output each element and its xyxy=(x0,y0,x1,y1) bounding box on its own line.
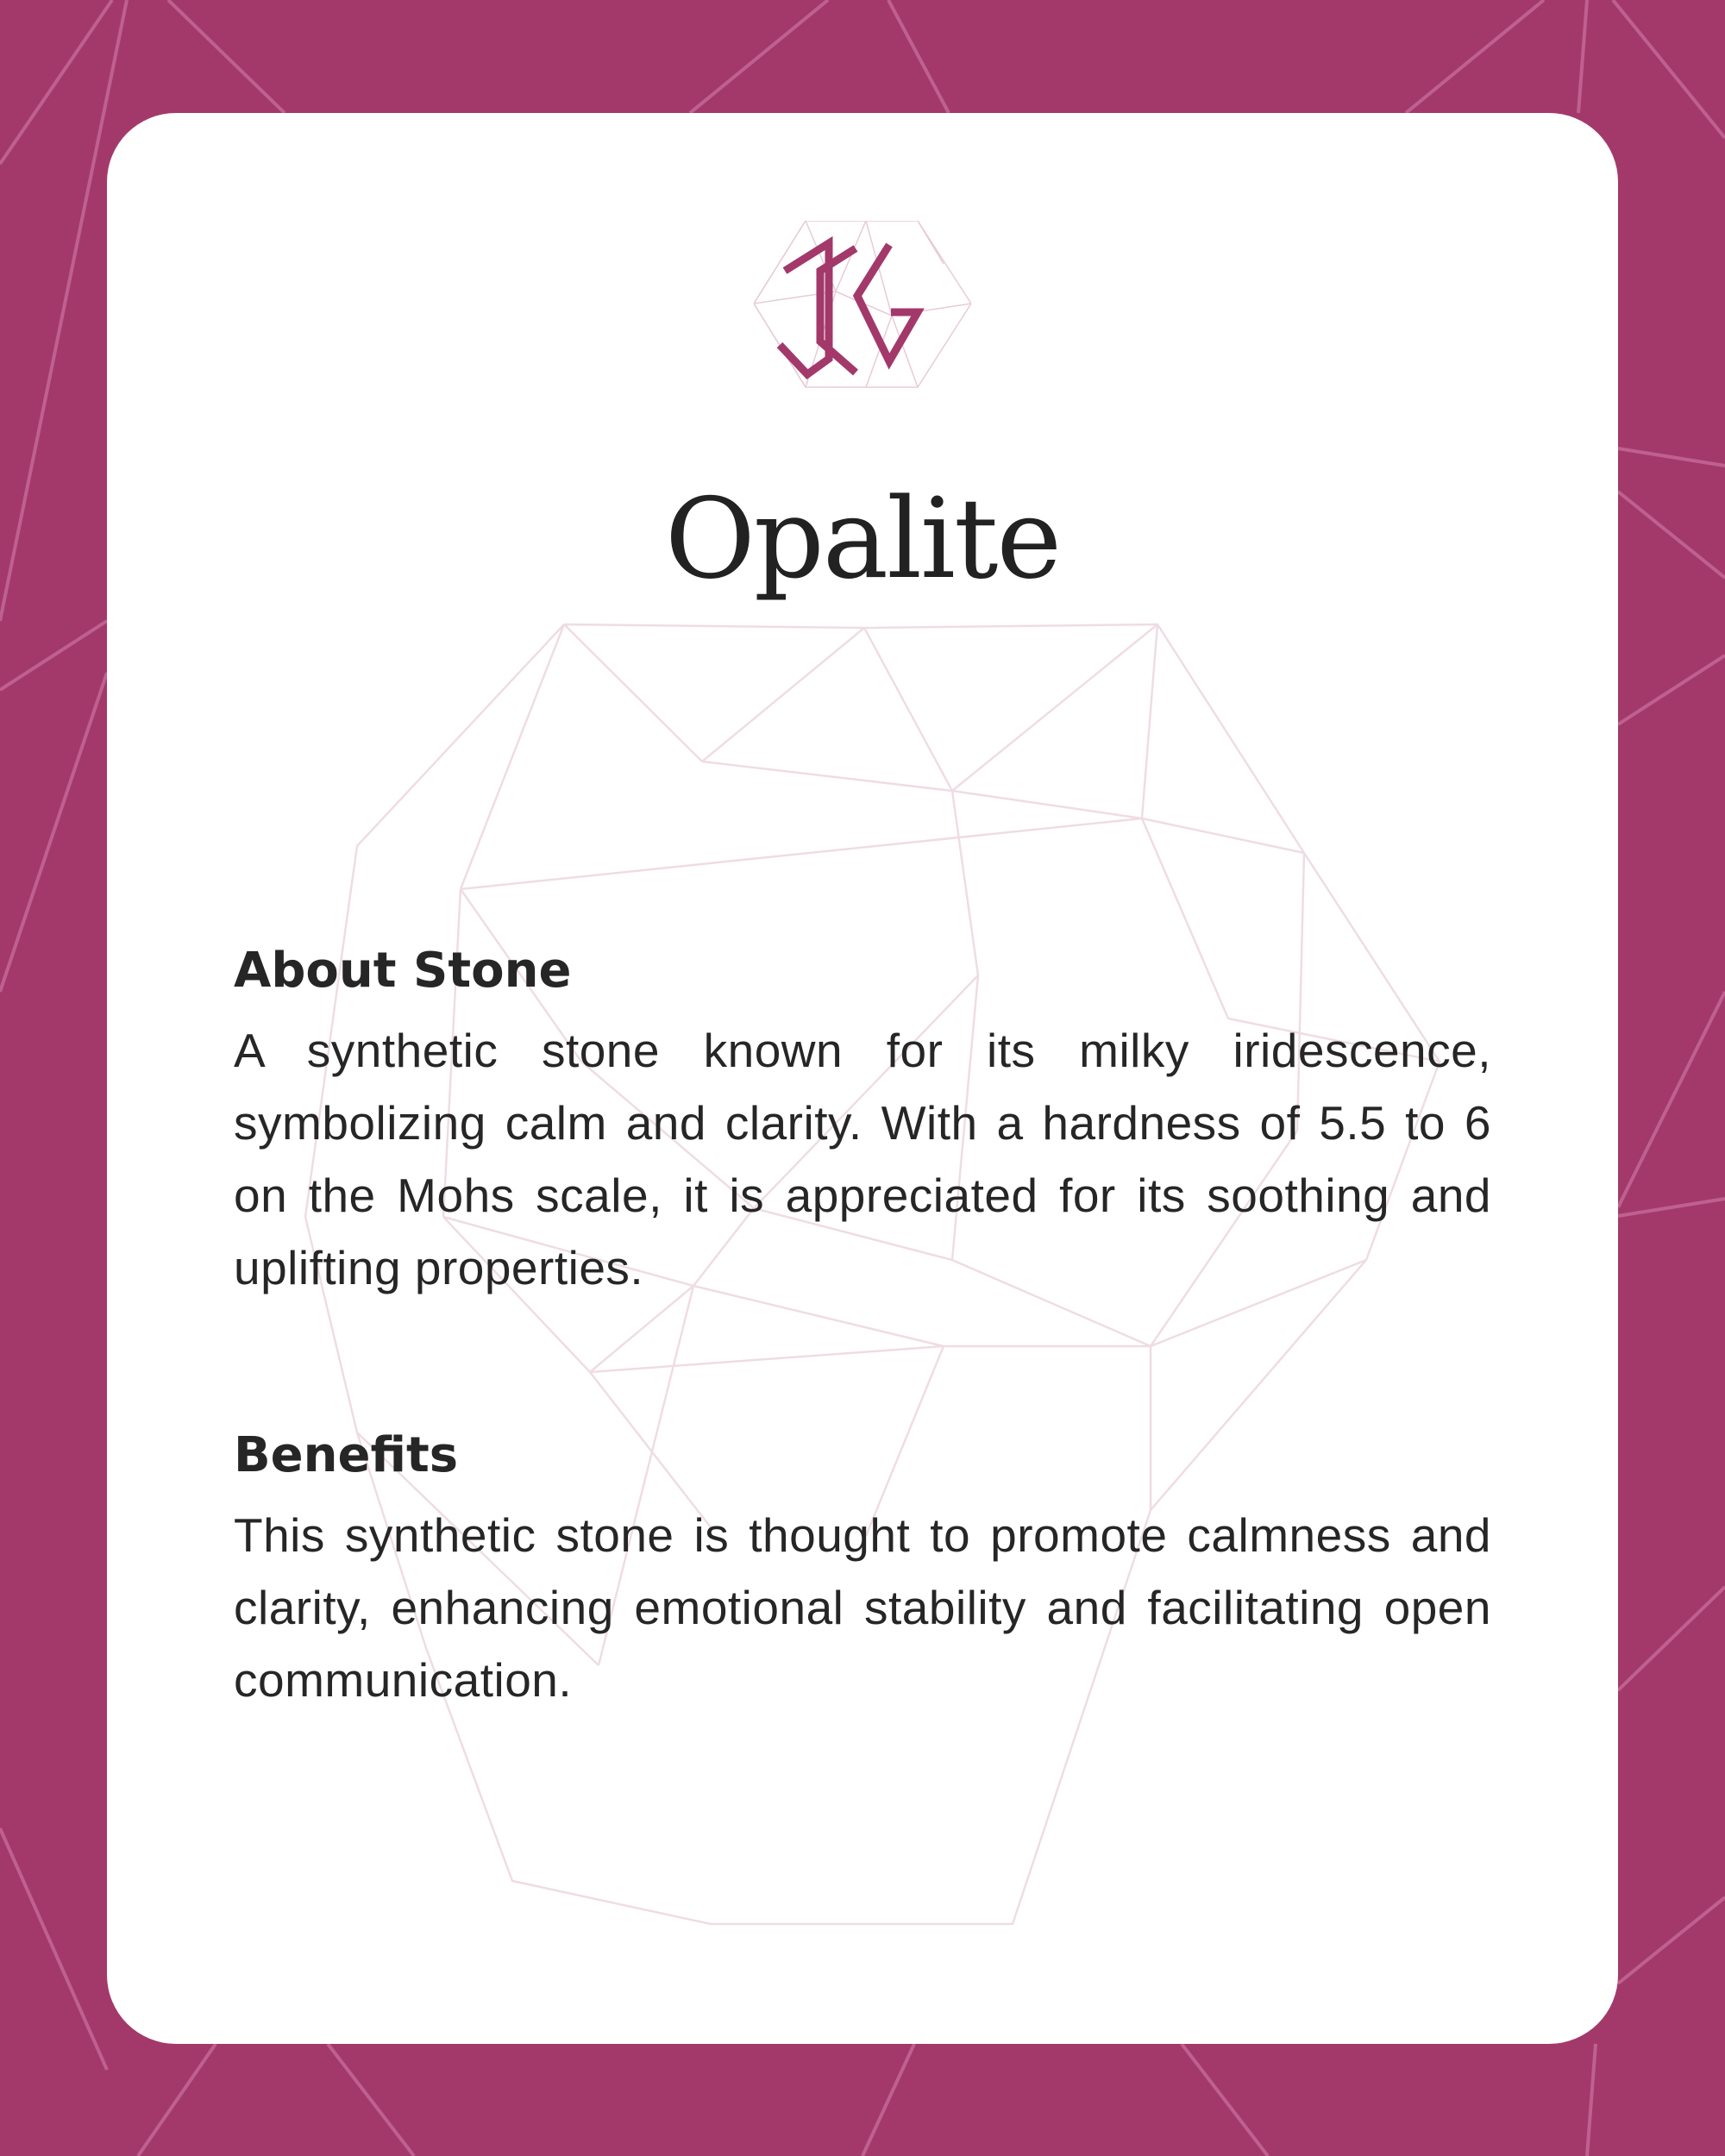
section-heading: About Stone xyxy=(234,943,572,999)
jcg-logo xyxy=(754,221,971,389)
section-heading: Benefits xyxy=(234,1427,459,1483)
stone-card xyxy=(107,113,1618,2044)
stone-title: Opalite xyxy=(664,475,1061,604)
about-stone-section xyxy=(234,937,1491,1304)
section-body: This synthetic stone is thought to promote calmness and clarity, enhancing emotional stability and facilitating open communication. xyxy=(234,1508,1491,1707)
section-body: A synthetic stone known for its milky iridescence, symbolizing calm and clarity. With a hardness of 5.5 to 6 on the Mohs scale, it is appreciated for its soothing and uplifting properties. xyxy=(234,1024,1491,1294)
benefits-section xyxy=(234,1421,1491,1716)
